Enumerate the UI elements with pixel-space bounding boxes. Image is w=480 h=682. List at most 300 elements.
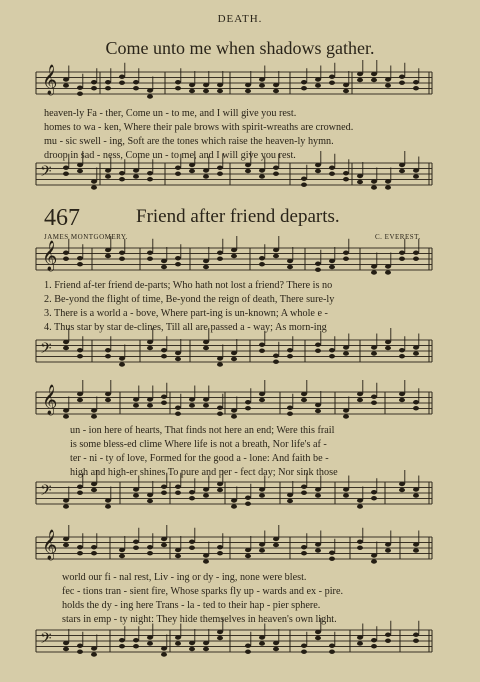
notehead	[161, 543, 167, 547]
notehead	[203, 493, 209, 497]
notehead	[91, 86, 97, 90]
notehead	[273, 83, 279, 87]
notehead	[245, 650, 251, 654]
notehead	[259, 641, 265, 645]
notehead	[161, 652, 167, 656]
notehead	[371, 553, 377, 557]
notehead	[259, 262, 265, 266]
notehead	[63, 77, 69, 81]
notehead	[175, 485, 181, 489]
notehead	[231, 414, 237, 418]
notehead	[189, 397, 195, 401]
notehead	[133, 174, 139, 178]
notehead	[399, 257, 405, 261]
notehead	[399, 169, 405, 173]
notehead	[77, 485, 83, 489]
notehead	[217, 412, 223, 416]
notehead	[63, 408, 69, 412]
notehead	[175, 406, 181, 410]
notehead	[147, 403, 153, 407]
notehead	[357, 498, 363, 502]
notehead	[301, 183, 307, 187]
notehead	[175, 172, 181, 176]
notehead	[385, 346, 391, 350]
notehead	[105, 80, 111, 84]
notehead	[343, 351, 349, 355]
notehead	[203, 553, 209, 557]
notehead	[315, 343, 321, 347]
notehead	[343, 408, 349, 412]
notehead	[301, 86, 307, 90]
notehead	[147, 171, 153, 175]
notehead	[161, 259, 167, 263]
notehead	[315, 493, 321, 497]
notehead	[175, 554, 181, 558]
notehead	[343, 487, 349, 491]
notehead	[399, 81, 405, 85]
notehead	[161, 485, 167, 489]
notehead	[203, 559, 209, 563]
notehead	[175, 351, 181, 355]
notehead	[91, 545, 97, 549]
notehead	[119, 644, 125, 648]
notehead	[105, 398, 111, 402]
notehead	[91, 482, 97, 486]
notehead	[259, 83, 265, 87]
notehead	[413, 168, 419, 172]
notehead	[105, 174, 111, 178]
notehead	[161, 537, 167, 541]
notehead	[371, 185, 377, 189]
notehead	[399, 251, 405, 255]
notehead	[175, 548, 181, 552]
notehead	[91, 646, 97, 650]
lyric-line: 2. Be-yond the flight of time, Be-yond the reign of death, There sure-ly	[44, 294, 335, 305]
notehead	[217, 89, 223, 93]
notehead	[329, 259, 335, 263]
notehead	[259, 487, 265, 491]
bass-clef: 𝄢	[40, 482, 52, 503]
notehead	[217, 362, 223, 366]
notehead	[147, 257, 153, 261]
notehead	[357, 504, 363, 508]
notehead	[259, 256, 265, 260]
notehead	[245, 644, 251, 648]
notehead	[413, 633, 419, 637]
notehead	[273, 166, 279, 170]
notehead	[161, 401, 167, 405]
lyric-line: stars in emp - ty night: They hide themselves in heaven's own light.	[62, 614, 337, 625]
notehead	[371, 395, 377, 399]
notehead	[371, 351, 377, 355]
notehead	[301, 398, 307, 402]
section-heading: DEATH.	[217, 13, 263, 25]
notehead	[357, 635, 363, 639]
treble-clef: 𝄞	[42, 385, 58, 415]
notehead	[259, 548, 265, 552]
notehead	[287, 354, 293, 358]
notehead	[315, 548, 321, 552]
notehead	[119, 171, 125, 175]
notehead	[413, 251, 419, 255]
notehead	[217, 257, 223, 261]
notehead	[273, 89, 279, 93]
notehead	[357, 546, 363, 550]
notehead	[63, 251, 69, 255]
notehead	[385, 77, 391, 81]
notehead	[385, 548, 391, 552]
notehead	[273, 543, 279, 547]
notehead	[63, 83, 69, 87]
lyric-line: mu - sic swell - ing, Soft are the tones which raise the heaven-ly hymn.	[44, 136, 334, 147]
notehead	[147, 177, 153, 181]
notehead	[217, 172, 223, 176]
notehead	[189, 546, 195, 550]
notehead	[203, 265, 209, 269]
notehead	[119, 75, 125, 79]
notehead	[315, 83, 321, 87]
notehead	[259, 77, 265, 81]
notehead	[301, 545, 307, 549]
notehead	[287, 259, 293, 263]
notehead	[259, 493, 265, 497]
notehead	[343, 414, 349, 418]
notehead	[329, 354, 335, 358]
notehead	[63, 257, 69, 261]
notehead	[119, 638, 125, 642]
notehead	[203, 83, 209, 87]
notehead	[231, 357, 237, 361]
notehead	[133, 487, 139, 491]
notehead	[175, 262, 181, 266]
notehead	[287, 406, 293, 410]
notehead	[329, 644, 335, 648]
notehead	[189, 647, 195, 651]
notehead	[301, 177, 307, 181]
notehead	[413, 86, 419, 90]
notehead	[413, 493, 419, 497]
notehead	[189, 169, 195, 173]
notehead	[217, 551, 223, 555]
notehead	[175, 357, 181, 361]
notehead	[259, 392, 265, 396]
notehead	[273, 647, 279, 651]
notehead	[385, 264, 391, 268]
notehead	[357, 72, 363, 76]
notehead	[413, 487, 419, 491]
notehead	[343, 251, 349, 255]
notehead	[371, 490, 377, 494]
notehead	[77, 392, 83, 396]
notehead	[77, 545, 83, 549]
notehead	[119, 251, 125, 255]
notehead	[175, 412, 181, 416]
notehead	[315, 262, 321, 266]
notehead	[371, 496, 377, 500]
notehead	[203, 647, 209, 651]
notehead	[329, 81, 335, 85]
hymn-title-previous: Come unto me when shadows gather.	[105, 38, 375, 58]
lyric-line: ter - ni - ty of love, Formed for the good a - lone: And faith be -	[70, 453, 329, 464]
notehead	[273, 354, 279, 358]
notehead	[315, 487, 321, 491]
notehead	[259, 349, 265, 353]
notehead	[105, 86, 111, 90]
notehead	[203, 346, 209, 350]
notehead	[301, 650, 307, 654]
notehead	[329, 348, 335, 352]
notehead	[147, 493, 153, 497]
notehead	[245, 400, 251, 404]
notehead	[301, 392, 307, 396]
notehead	[175, 635, 181, 639]
notehead	[63, 537, 69, 541]
notehead	[399, 348, 405, 352]
notehead	[189, 83, 195, 87]
notehead	[315, 349, 321, 353]
notehead	[203, 168, 209, 172]
notehead	[175, 491, 181, 495]
notehead	[91, 551, 97, 555]
notehead	[105, 354, 111, 358]
notehead	[371, 638, 377, 642]
notehead	[147, 88, 153, 92]
notehead	[133, 644, 139, 648]
notehead	[287, 348, 293, 352]
notehead	[105, 504, 111, 508]
notehead	[105, 168, 111, 172]
notehead	[231, 504, 237, 508]
notehead	[231, 248, 237, 252]
lyric-line: high and high-er shines To pure and per - fect day; Nor sink those	[70, 467, 338, 478]
notehead	[217, 166, 223, 170]
notehead	[63, 543, 69, 547]
bass-clef: 𝄢	[40, 163, 52, 184]
notehead	[245, 496, 251, 500]
notehead	[133, 493, 139, 497]
notehead	[189, 641, 195, 645]
notehead	[133, 546, 139, 550]
notehead	[147, 641, 153, 645]
notehead	[133, 86, 139, 90]
notehead	[245, 83, 251, 87]
notehead	[329, 166, 335, 170]
notehead	[245, 169, 251, 173]
notehead	[315, 77, 321, 81]
notehead	[301, 491, 307, 495]
notehead	[147, 397, 153, 401]
lyric-line: world our fi - nal rest, Liv - ing or dy - ing, none were blest.	[62, 572, 307, 583]
notehead	[119, 362, 125, 366]
hymn-author: JAMES MONTGOMERY.	[44, 233, 128, 241]
notehead	[385, 542, 391, 546]
notehead	[385, 340, 391, 344]
notehead	[161, 348, 167, 352]
notehead	[231, 408, 237, 412]
notehead	[413, 639, 419, 643]
notehead	[357, 174, 363, 178]
notehead	[119, 356, 125, 360]
notehead	[371, 270, 377, 274]
notehead	[217, 83, 223, 87]
notehead	[287, 493, 293, 497]
notehead	[203, 403, 209, 407]
notehead	[91, 652, 97, 656]
notehead	[147, 251, 153, 255]
notehead	[91, 179, 97, 183]
hymn-number: 467	[44, 205, 80, 231]
notehead	[231, 351, 237, 355]
notehead	[371, 179, 377, 183]
notehead	[371, 72, 377, 76]
notehead	[203, 487, 209, 491]
treble-clef: 𝄞	[42, 530, 58, 560]
notehead	[133, 397, 139, 401]
notehead	[119, 548, 125, 552]
lyric-line: droop in sad - ness, Come un - to me, and I will give you rest.	[44, 150, 296, 161]
notehead	[217, 545, 223, 549]
notehead	[357, 78, 363, 82]
notehead	[273, 537, 279, 541]
notehead	[413, 542, 419, 546]
notehead	[77, 256, 83, 260]
notehead	[77, 348, 83, 352]
notehead	[329, 172, 335, 176]
notehead	[413, 174, 419, 178]
notehead	[357, 540, 363, 544]
notehead	[371, 559, 377, 563]
notehead	[217, 630, 223, 634]
notehead	[77, 650, 83, 654]
notehead	[315, 636, 321, 640]
notehead	[217, 488, 223, 492]
notehead	[119, 81, 125, 85]
notehead	[203, 641, 209, 645]
notehead	[301, 485, 307, 489]
notehead	[133, 403, 139, 407]
lyric-line: fec - tions tran - sient fire, Whose sparks fly up - wards and ex - pire.	[62, 586, 344, 597]
notehead	[119, 177, 125, 181]
notehead	[133, 168, 139, 172]
notehead	[105, 254, 111, 258]
treble-clef: 𝄞	[42, 241, 58, 271]
notehead	[371, 264, 377, 268]
notehead	[105, 348, 111, 352]
notehead	[413, 345, 419, 349]
notehead	[245, 89, 251, 93]
notehead	[413, 80, 419, 84]
notehead	[301, 551, 307, 555]
notehead	[385, 633, 391, 637]
hymn-title: Friend after friend departs.	[136, 206, 340, 227]
notehead	[105, 392, 111, 396]
notehead	[413, 400, 419, 404]
notehead	[385, 185, 391, 189]
notehead	[273, 360, 279, 364]
notehead	[77, 86, 83, 90]
notehead	[203, 397, 209, 401]
notehead	[189, 540, 195, 544]
notehead	[91, 185, 97, 189]
notehead	[329, 650, 335, 654]
notehead	[147, 340, 153, 344]
notehead	[63, 414, 69, 418]
notehead	[133, 540, 139, 544]
notehead	[343, 89, 349, 93]
notehead	[245, 548, 251, 552]
notehead	[63, 166, 69, 170]
notehead	[329, 551, 335, 555]
notehead	[385, 270, 391, 274]
notehead	[175, 86, 181, 90]
notehead	[63, 641, 69, 645]
notehead	[147, 94, 153, 98]
notehead	[175, 641, 181, 645]
notehead	[91, 488, 97, 492]
notehead	[315, 542, 321, 546]
notehead	[273, 641, 279, 645]
notehead	[287, 265, 293, 269]
notehead	[77, 644, 83, 648]
notehead	[245, 406, 251, 410]
treble-clef: 𝄞	[42, 65, 58, 95]
notehead	[357, 392, 363, 396]
notehead	[357, 398, 363, 402]
notehead	[343, 83, 349, 87]
lyric-line: 3. There is a world a - bove, Where part-ing is un-known; A whole e -	[44, 308, 328, 319]
notehead	[301, 644, 307, 648]
notehead	[399, 482, 405, 486]
notehead	[385, 179, 391, 183]
lyric-line: 1. Friend af-ter friend de-parts; Who hath not lost a friend? There is no	[44, 280, 333, 291]
notehead	[315, 169, 321, 173]
notehead	[161, 395, 167, 399]
notehead	[203, 174, 209, 178]
notehead	[343, 171, 349, 175]
notehead	[273, 254, 279, 258]
notehead	[147, 499, 153, 503]
notehead	[189, 490, 195, 494]
notehead	[217, 636, 223, 640]
notehead	[77, 491, 83, 495]
notehead	[329, 265, 335, 269]
notehead	[273, 172, 279, 176]
notehead	[413, 257, 419, 261]
notehead	[343, 345, 349, 349]
hymn-composer: C. EVEREST.	[375, 233, 421, 241]
notehead	[315, 268, 321, 272]
notehead	[161, 491, 167, 495]
notehead	[371, 644, 377, 648]
notehead	[77, 92, 83, 96]
notehead	[217, 251, 223, 255]
notehead	[259, 542, 265, 546]
notehead	[231, 498, 237, 502]
notehead	[259, 398, 265, 402]
notehead	[329, 557, 335, 561]
notehead	[91, 414, 97, 418]
notehead	[399, 75, 405, 79]
notehead	[343, 177, 349, 181]
notehead	[315, 409, 321, 413]
notehead	[175, 256, 181, 260]
notehead	[371, 345, 377, 349]
notehead	[77, 398, 83, 402]
notehead	[175, 80, 181, 84]
notehead	[133, 638, 139, 642]
notehead	[343, 493, 349, 497]
notehead	[413, 351, 419, 355]
